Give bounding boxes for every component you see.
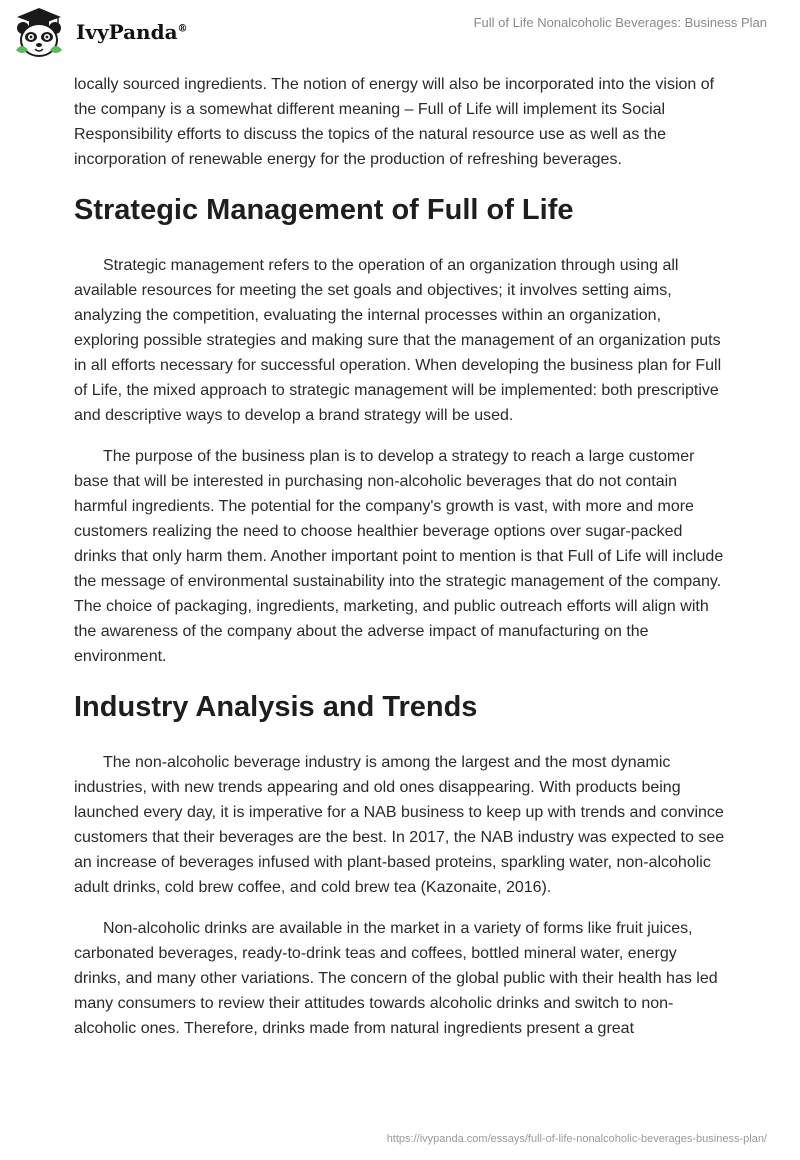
source-url-link[interactable]: https://ivypanda.com/essays/full-of-life-nonalcoholic-beverages-business-plan/	[386, 1133, 767, 1145]
brand-text: IvyPanda	[76, 20, 178, 44]
section-heading-industry-analysis: Industry Analysis and Trends	[74, 691, 478, 723]
intro-paragraph: locally sourced ingredients. The notion of energy will also be incorporated into the vision of the company is a somewhat different meaning – Full of Life will implement its Social Responsibility efforts to discuss the topics of the natural resource use as well as the incorporation of renewable energy for the production of refreshing beverages.	[74, 76, 715, 168]
panda-logo-icon[interactable]	[14, 6, 64, 58]
registered-mark: ®	[177, 23, 188, 35]
section-heading-strategic-management: Strategic Management of Full of Life	[74, 194, 574, 226]
document-body	[74, 72, 726, 1041]
document-title: Full of Life Nonalcoholic Beverages: Business Plan	[473, 15, 767, 30]
paragraph: Strategic management refers to the operation of an organization through using all available resources for meeting the set goals and objectives; it involves setting aims, analyzing the competition, evaluating the internal processes within an organization, exploring possible strategies and making sure that the management of an organization puts in all efforts necessary for successful operation. When developing the business plan for Full of Life, the mixed approach to strategic management will be implemented: both prescriptive and descriptive ways to develop a brand strategy will be used.	[74, 257, 722, 424]
page-header	[0, 0, 800, 70]
paragraph: Non-alcoholic drinks are available in the market in a variety of forms like fruit juices, carbonated beverages, ready-to-drink teas and coffees, bottled mineral water, energy drinks, and many other variations. The concern of the global public with their health has led many consumers to review their attitudes towards alcoholic drinks and switch to non-alcoholic ones. Therefore, drinks made from natural ingredients present a great	[74, 920, 718, 1037]
paragraph: The purpose of the business plan is to develop a strategy to reach a large customer base that will be interested in purchasing non-alcoholic beverages that do not contain harmful ingredients. The potential for the company's growth is vast, with more and more customers realizing the need to choose healthier beverage options over sugar-packed drinks that only harm them. Another important point to mention is that Full of Life will include the message of environmental sustainability into the strategic management of the company. The choice of packaging, ingredients, marketing, and public outreach efforts will align with the awareness of the company about the adverse impact of manufacturing on the environment.	[74, 448, 724, 665]
brand-name[interactable]	[76, 20, 188, 44]
paragraph: The non-alcoholic beverage industry is among the largest and the most dynamic industries, with new trends appearing and old ones disappearing. With products being launched every day, it is imperative for a NAB business to keep up with trends and convince customers that their beverages are the best. In 2017, the NAB industry was expected to see an increase of beverages infused with plant-based proteins, sparkling water, non-alcoholic adult drinks, cold brew coffee, and cold brew tea (Kazonaite, 2016).	[74, 754, 725, 896]
